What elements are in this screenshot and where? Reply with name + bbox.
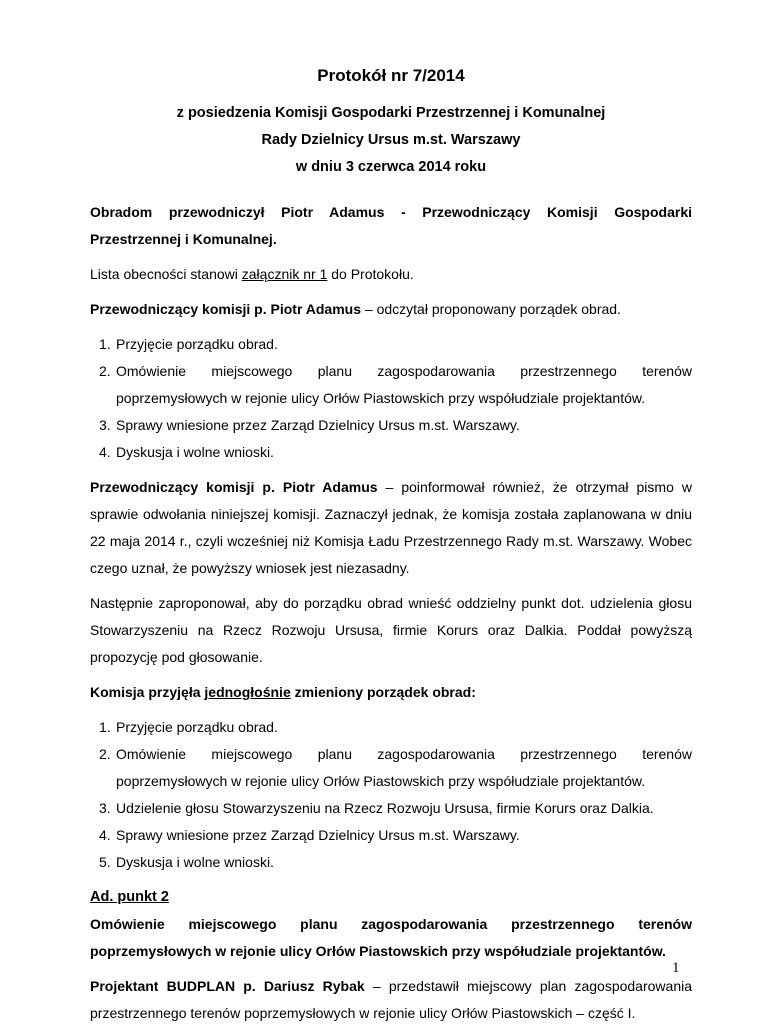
list-item xyxy=(90,358,692,412)
document-title: Protokół nr 7/2014 xyxy=(317,66,465,85)
list-number: 3. xyxy=(99,417,111,433)
designer-paragraph xyxy=(90,973,692,1027)
list-item xyxy=(90,795,692,822)
list-number: 4. xyxy=(99,444,111,460)
list-text: Omówienie miejscowego planu zagospodarowania przestrzennego terenów poprzemysłowych w rejonie ulicy Orłów Piastowskich przy współudziale projektantów. xyxy=(116,746,692,789)
agenda-intro-text: – odczytał proponowany porządek obrad. xyxy=(361,301,621,317)
list-text: Przyjęcie porządku obrad. xyxy=(116,719,278,735)
attendance-before: Lista obecności stanowi xyxy=(90,266,242,282)
proposal-paragraph: Następnie zaproponował, aby do porządku obrad wnieść oddzielny punkt dot. udzielenia głosu Stowarzyszeniu na Rzecz Rozwoju Ursusa, firmie Korurs oraz Dalkia. Poddał powyższą propozycję pod głosowanie. xyxy=(90,595,692,665)
list-text: Dyskusja i wolne wnioski. xyxy=(116,854,274,870)
list-number: 5. xyxy=(99,854,111,870)
final-agenda-list xyxy=(90,714,692,876)
designer-text: – przedstawił miejscowy plan zagospodarowania przestrzennego terenów poprzemysłowych w rejonie ulicy Orłów Piastowskich – część I. xyxy=(90,978,692,1021)
info-speaker: Przewodniczący komisji p. Piotr Adamus xyxy=(90,479,378,495)
list-item xyxy=(90,741,692,795)
list-item xyxy=(90,331,692,358)
vote-unanimous: jednogłośnie xyxy=(204,684,291,700)
list-number: 1. xyxy=(99,336,111,352)
chair-statement: Obradom przewodniczył Piotr Adamus - Przewodniczący Komisji Gospodarki Przestrzennej i Komunalnej. xyxy=(90,204,692,247)
list-number: 3. xyxy=(99,800,111,816)
list-item xyxy=(90,439,692,466)
attachment-link[interactable]: załącznik nr 1 xyxy=(241,266,328,282)
list-number: 2. xyxy=(99,746,111,762)
list-number: 2. xyxy=(99,363,111,379)
list-text: Sprawy wniesione przez Zarząd Dzielnicy Ursus m.st. Warszawy. xyxy=(116,417,520,433)
list-item xyxy=(90,714,692,741)
list-text: Dyskusja i wolne wnioski. xyxy=(116,444,274,460)
list-item xyxy=(90,412,692,439)
list-item xyxy=(90,822,692,849)
subtitle-line-1: z posiedzenia Komisji Gospodarki Przestrzennej i Komunalnej xyxy=(176,105,606,121)
list-text: Omówienie miejscowego planu zagospodarowania przestrzennego terenów poprzemysłowych w rejonie ulicy Orłów Piastowskich przy współudziale projektantów. xyxy=(116,363,692,406)
list-number: 4. xyxy=(99,827,111,843)
list-number: 1. xyxy=(99,719,111,735)
section-heading: Ad. punkt 2 xyxy=(90,889,169,905)
agenda-intro-speaker: Przewodniczący komisji p. Piotr Adamus xyxy=(90,301,361,317)
list-text: Sprawy wniesione przez Zarząd Dzielnicy Ursus m.st. Warszawy. xyxy=(116,827,520,843)
info-text: – poinformował również, że otrzymał pismo w sprawie odwołania niniejszej komisji. Zaznaczył jednak, że komisja została zaplanowana w dniu 22 maja 2014 r., czyli wcześniej niż Komisja Ładu Przestrzennego Rady m.st. Warszawy. Wobec czego uznał, że powyższy wniosek jest niezasadny. xyxy=(90,479,692,576)
proposed-agenda-list xyxy=(90,331,692,466)
vote-before: Komisja przyjęła xyxy=(90,684,205,700)
info-paragraph xyxy=(90,474,692,582)
subtitle-line-3: w dniu 3 czerwca 2014 roku xyxy=(295,159,487,175)
vote-result xyxy=(90,679,692,706)
document-content xyxy=(90,62,692,1027)
list-text: Udzielenie głosu Stowarzyszeniu na Rzecz Rozwoju Ursusa, firmie Korurs oraz Dalkia. xyxy=(116,800,654,816)
attendance-note xyxy=(90,261,692,288)
list-item xyxy=(90,849,692,876)
designer-speaker: Projektant BUDPLAN p. Dariusz Rybak xyxy=(90,978,365,994)
list-text: Przyjęcie porządku obrad. xyxy=(116,336,278,352)
subtitle-line-2: Rady Dzielnicy Ursus m.st. Warszawy xyxy=(261,132,521,148)
page-number: 1 xyxy=(672,960,680,976)
section-title: Omówienie miejscowego planu zagospodarowania przestrzennego terenów poprzemysłowych w rejonie ulicy Orłów Piastowskich przy współudziale projektantów. xyxy=(90,916,692,959)
attendance-after: do Protokołu. xyxy=(327,266,414,282)
vote-after: zmieniony porządek obrad: xyxy=(290,684,476,700)
agenda-intro xyxy=(90,296,692,323)
